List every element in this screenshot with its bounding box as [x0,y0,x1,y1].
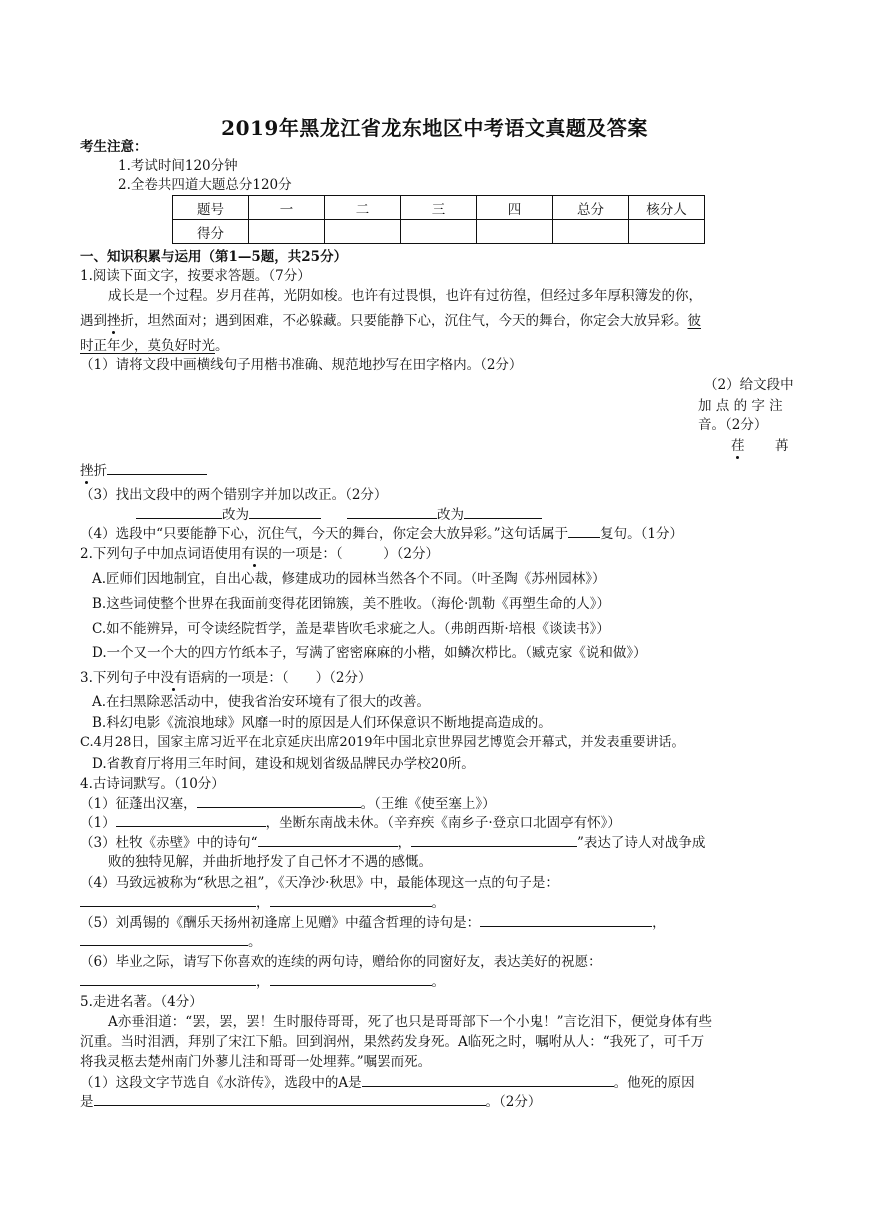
q1-sub2: （2）给文段中 [704,377,794,393]
text-run: 折，坦然面对；遇到困难，不必躲藏。只要能静下心，沉住气，今天的舞台，你定会大放异彩。 [120,313,688,329]
text-run: ，坐断东南战未休。（辛弃疾《南乡子·登京口北固亭有怀》） [265,815,621,831]
q5-paragraph-line: 沉重。当时泪洒，拜别了宋江下船。回到润州，果然药发身死。A临死之时，嘱咐从人：“我死了，可千万 [80,1034,705,1050]
q3-option: B.科幻电影《流浪地球》风靡一时的原因是人们环保意识不断地提高造成的。 [92,715,552,731]
text-run: （1）征蓬出汉塞， [80,796,197,812]
q1-sub3: （3）找出文段中的两个错别字并加以改正。（2分） [80,487,388,503]
score-table-header-cell: 三 [401,196,477,220]
q2-prompt [80,545,439,563]
q1-sub2: 音。（2分） [698,417,768,433]
q1-sub4 [80,524,683,543]
underlined-sentence: 时正年少，莫负好时光 [80,338,215,354]
q4-item [80,833,705,852]
q4-item [80,794,496,813]
answer-blank[interactable] [107,461,207,475]
score-table [172,195,705,244]
q1-sub3-answer-line [136,505,542,524]
q3-option: D.省教育厅将用三年时间，建设和规划省级品牌民办学校20所。 [92,756,475,772]
answer-blank[interactable] [347,505,437,519]
answer-blank[interactable] [94,1092,486,1106]
q3-option: C.4月28日，国家主席习近平在北京延庆出席2019年中国北京世界园艺博览会开幕式，并发表重要讲话。 [80,735,685,750]
q3-option: A.在扫黑除恶活动中，使我省治安环境有了很大的改善。 [92,694,431,710]
text-run: ， [397,835,411,851]
text-run: （3）杜牧《赤壁》中的诗句“ [80,835,258,851]
notice-item: 2.全卷共四道大题总分120分 [118,177,292,193]
q5-sub1 [80,1073,695,1092]
score-cell [477,220,553,244]
dotted-char: 挫 [107,313,121,329]
q1-paragraph-line: 成长是一个过程。岁月荏苒，光阴如梭。也许有过畏惧，也许有过彷徨，但经过多年厚积簿发的你， [108,288,702,304]
answer-blank[interactable] [270,972,432,986]
answer-blank[interactable] [80,972,256,986]
text-run: 。 [215,338,229,354]
notice-item: 1.考试时间120分钟 [118,158,238,174]
score-table-header-cell: 核分人 [629,196,705,220]
answer-blank[interactable] [249,505,321,519]
pinyin-word [80,461,207,480]
text-run: 3.下列句子中 [80,670,161,686]
text-run: ”表达了诗人对战争成 [577,835,706,851]
text-run: 改为 [437,507,464,523]
text-run: 。（王维《使至塞上》） [360,796,496,812]
text-run: 。（2分） [485,1094,542,1110]
score-table-header-row [173,196,705,220]
section-heading: 一、知识积累与运用（第1—5题，共25分） [80,249,348,265]
q4-prompt: 4.古诗词默写。（10分） [80,776,225,792]
answer-blank[interactable] [411,833,577,847]
q5-paragraph-line: A亦垂泪道：“罢，罢，罢！生时服侍哥哥，死了也只是哥哥部下一个小鬼！”言讫泪下，便觉身体有些 [108,1014,713,1030]
q1-paragraph-line [80,312,701,330]
text-run: 是 [80,1094,94,1110]
q4-item: （6）毕业之际，请写下你喜欢的连续的两句诗，赠给你的同窗好友，表达美好的祝愿： [80,954,602,970]
score-table-header-cell: 四 [477,196,553,220]
q5-paragraph-line: 将我灵柩去楚州南门外蓼儿洼和哥哥一处埋葬。”嘱罢而死。 [80,1054,432,1070]
answer-blank[interactable] [258,833,398,847]
q5-sub1 [80,1092,541,1111]
score-table-header-cell: 题号 [173,196,249,220]
dotted-char: 挫 [80,463,94,479]
text-run: 遇到 [80,313,107,329]
q4-answer-line [80,972,445,991]
answer-blank[interactable] [197,794,361,808]
text-run: 复句。（1分） [600,526,683,542]
q1-paragraph-line [80,337,229,355]
dotted-char: 有误 [241,546,269,562]
answer-blank[interactable] [464,505,542,519]
pinyin-word: 苒 [775,438,789,454]
answer-blank[interactable] [116,813,266,827]
score-table-row-label: 得分 [173,220,249,244]
notice-heading: 考生注意： [80,139,148,155]
score-table-score-row [173,220,705,244]
q5-prompt: 5.走进名著。（4分） [80,994,203,1010]
answer-blank[interactable] [270,893,432,907]
q1-sub1: （1）请将文段中画横线句子用楷书准确、规范地抄写在田字格内。（2分） [80,357,523,373]
q4-item: （4）马致远被称为“秋思之祖”，《天净沙·秋思》中，最能体现这一点的句子是： [80,875,559,891]
text-run: 。他死的原因 [613,1075,695,1091]
q2-option: C.如不能辨异，可令读经院哲学，盖是辈皆吹毛求疵之人。（弗朗西斯·培根《谈读书》） [92,621,610,637]
q2-option: A.匠师们因地制宜，自出心裁，修建成功的园林当然各个不同。（叶圣陶《苏州园林》） [92,571,606,587]
q1-sub2: 加 点 的 字 注 [698,398,783,414]
text-run: ， [652,915,666,931]
text-run: ， [256,974,270,990]
text-run: ， [256,895,270,911]
text-run: （1） [80,815,116,831]
q4-answer-line [80,932,262,951]
pinyin-word [731,437,745,455]
score-cell [325,220,401,244]
answer-blank[interactable] [568,524,600,538]
score-cell [553,220,629,244]
q4-item [80,813,621,832]
text-run: 的一项是：（ ）（2分） [268,546,439,562]
text-run: （4）选段中“只要能静下心，沉住气，今天的舞台，你定会大放异彩。”这句话属于 [80,526,569,542]
answer-blank[interactable] [480,913,652,927]
text-run: 。 [248,934,262,950]
q2-option: D.一个又一个大的四方竹纸本子，写满了密密麻麻的小楷，如鳞次栉比。（臧克家《说和做》） [92,645,647,661]
text-run: 折 [93,463,107,479]
q3-prompt [80,669,371,687]
text-run: 语病的一项是：（ ）（2分） [187,670,372,686]
answer-blank[interactable] [362,1073,614,1087]
underlined-sentence: 彼 [687,313,701,329]
text-run: （1）这段文字节选自《水浒传》，选段中的A是 [80,1075,362,1091]
q4-item: 败的独特见解，并曲折地抒发了自己怀才不遇的感慨。 [108,854,432,870]
score-cell [249,220,325,244]
text-run: 改为 [222,507,249,523]
q1-prompt: 1.阅读下面文字，按要求答题。（7分） [80,268,311,284]
page-title: 2019年黑龙江省龙东地区中考语文真题及答案 [221,116,648,140]
score-table-header-cell: 一 [249,196,325,220]
dotted-char: 荏 [731,438,745,454]
answer-blank[interactable] [80,932,248,946]
score-cell [401,220,477,244]
text-run: 2.下列句子中加点词语使用 [80,546,242,562]
score-table-header-cell: 总分 [553,196,629,220]
answer-blank[interactable] [80,893,256,907]
q4-answer-line [80,893,445,912]
text-run: 。 [431,895,445,911]
score-cell [629,220,705,244]
score-table-header-cell: 二 [325,196,401,220]
answer-blank[interactable] [136,505,222,519]
text-run: （5）刘禹锡的《酬乐天扬州初逢席上见赠》中蕴含哲理的诗句是： [80,915,481,931]
dotted-char: 没有 [160,670,188,686]
q2-option: B.这些词使整个世界在我面前变得花团锦簇，美不胜收。（海伦·凯勒《再塑生命的人》） [92,596,611,612]
text-run: 。 [431,974,445,990]
q4-item [80,913,666,932]
